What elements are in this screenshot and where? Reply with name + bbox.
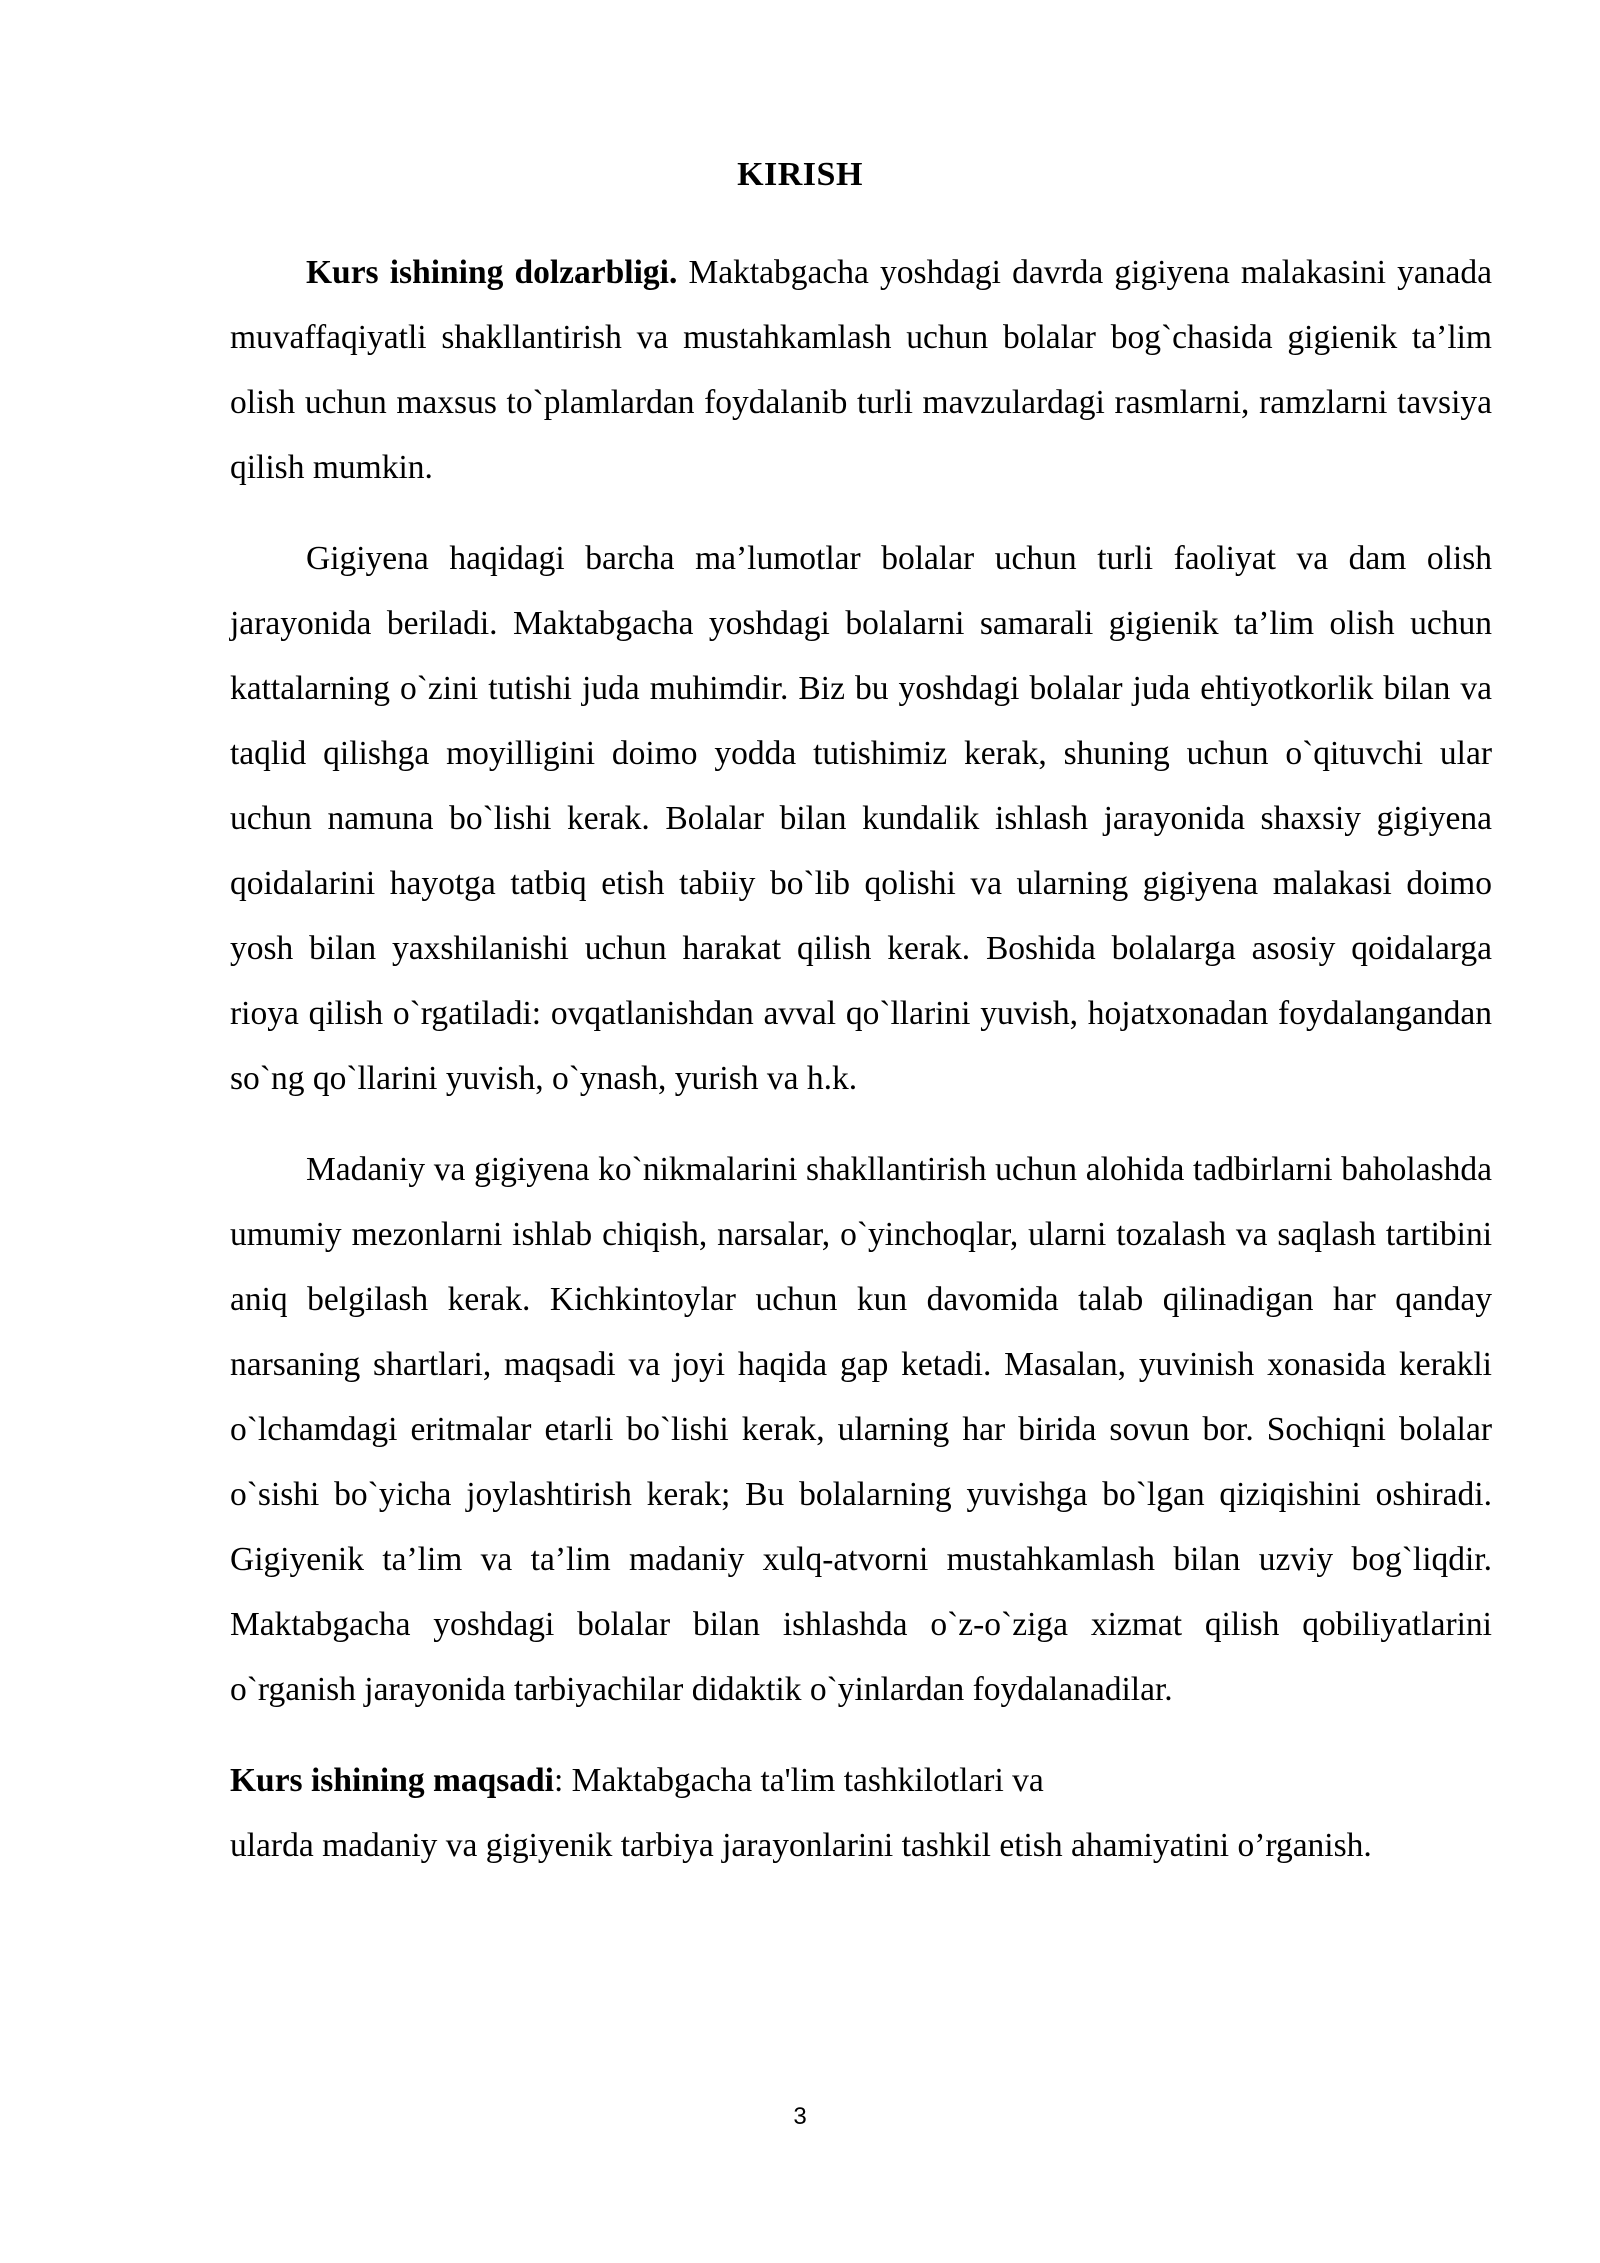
page-title: KIRISH bbox=[737, 156, 863, 193]
paragraph-cultural-skills bbox=[230, 1137, 1492, 1722]
goal-rest-text: ularda madaniy va gigiyenik tarbiya jarayonlarini tashkil etish ahamiyatini o’rganish. bbox=[230, 1827, 1372, 1864]
hygiene-info-text: Gigiyena haqidagi barcha ma’lumotlar bolalar uchun turli faoliyat va dam olish jarayonida beriladi. Maktabgacha yoshdagi bolalarni samarali gigienik ta’lim olish uchun kattalarning o`zini tutishi juda muhimdir. Biz bu yoshdagi bolalar juda ehtiyotkorlik bilan va taqlid qilishga moyilligini doimo yodda tutishimiz kerak, shuning uchun o`qituvchi ular uchun namuna bo`lishi kerak. Bolalar bilan kundalik ishlash jarayonida shaxsiy gigiyena qoidalarini hayotga tatbiq etish tabiiy bo`lib qolishi va ularning gigiyena malakasi doimo yosh bilan yaxshilanishi uchun harakat qilish kerak. Boshida bolalarga asosiy qoidalarga rioya qilish o`rgatiladi: ovqatlanishdan avval qo`llarini yuvish, hojatxonadan foydalangandan so`ng qo`llarini yuvish, o`ynash, yurish va h.k. bbox=[230, 540, 1492, 1097]
relevance-text: Maktabgacha yoshdagi davrda gigiyena malakasini yanada muvaffaqiyatli shakllantirish va mustahkamlash uchun bolalar bog`chasida gigienik ta’lim olish uchun maxsus to`plamlardan foydalanib turli mavzulardagi rasmlarni, ramzlarni tavsiya qilish mumkin. bbox=[230, 254, 1492, 486]
goal-heading: Kurs ishining maqsadi bbox=[230, 1762, 554, 1799]
goal-first-line bbox=[230, 1748, 1492, 1813]
paragraph-hygiene-info bbox=[230, 526, 1492, 1111]
relevance-heading: Kurs ishining dolzarbligi. bbox=[306, 254, 678, 291]
page-number: 3 bbox=[793, 2103, 807, 2130]
paragraph-goal bbox=[230, 1748, 1492, 1878]
goal-first-text: : Maktabgacha ta'lim tashkilotlari va bbox=[553, 1762, 1044, 1799]
cultural-skills-text: Madaniy va gigiyena ko`nikmalarini shakllantirish uchun alohida tadbirlarni baholashda umumiy mezonlarni ishlab chiqish, narsalar, o`yinchoqlar, ularni tozalash va saqlash tartibini aniq belgilash kerak. Kichkintoylar uchun kun davomida talab qilinadigan har qanday narsaning shartlari, maqsadi va joyi haqida gap ketadi. Masalan, yuvinish xonasida kerakli o`lchamdagi eritmalar etarli bo`lishi kerak, ularning har birida sovun bor. Sochiqni bolalar o`sishi bo`yicha joylashtirish kerak; Bu bolalarning yuvishga bo`lgan qiziqishini oshiradi. Gigiyenik ta’lim va ta’lim madaniy xulq-atvorni mustahkamlash bilan uzviy bog`liqdir. Maktabgacha yoshdagi bolalar bilan ishlashda o`z-o`ziga xizmat qilish qobiliyatlarini o`rganish jarayonida tarbiyachilar didaktik o`yinlardan foydalanadilar. bbox=[230, 1151, 1492, 1708]
paragraph-relevance bbox=[230, 240, 1492, 500]
document-body bbox=[230, 240, 1492, 1904]
